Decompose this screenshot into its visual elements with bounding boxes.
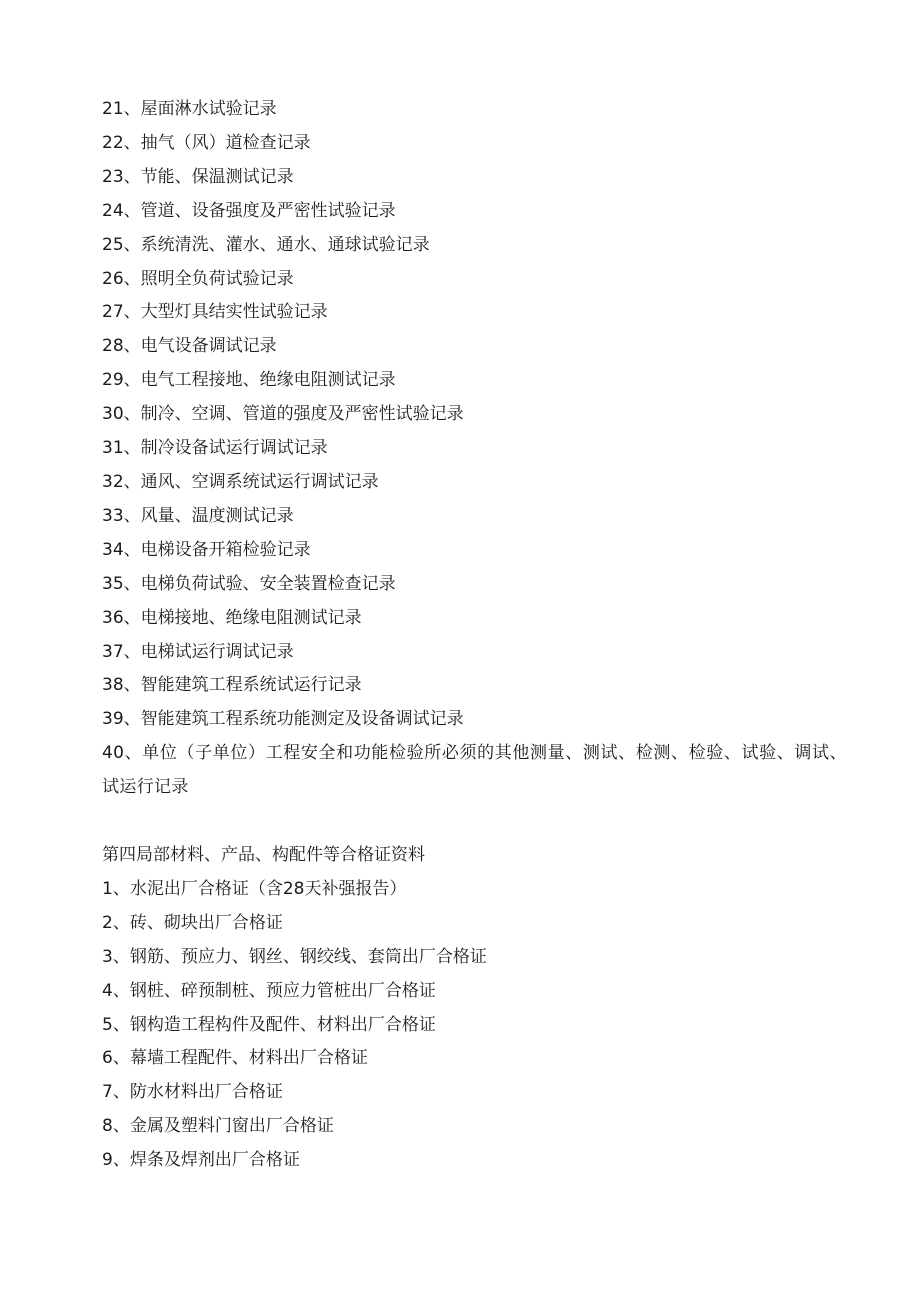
list-item: 24、管道、设备强度及严密性试验记录: [102, 200, 396, 221]
list-item: 6、幕墙工程配件、材料出厂合格证: [102, 1048, 368, 1069]
list-item: 7、防水材料出厂合格证: [102, 1082, 283, 1103]
records-list: [102, 93, 847, 805]
list-item: 2、砖、砌块出厂合格证: [102, 912, 283, 933]
list-item: 4、钢桩、碎预制桩、预应力管桩出厂合格证: [102, 980, 436, 1001]
list-item: 37、电梯试运行调试记录: [102, 641, 294, 662]
list-item: 30、制冷、空调、管道的强度及严密性试验记录: [102, 404, 464, 425]
list-item: 34、电梯设备开箱检验记录: [102, 539, 311, 560]
list-item: 31、制冷设备试运行调试记录: [102, 438, 328, 459]
section-materials-certificates: [102, 839, 847, 1178]
list-item: 27、大型灯具结实性试验记录: [102, 302, 328, 323]
list-item: 26、照明全负荷试验记录: [102, 268, 294, 289]
section-title: 第四局部材料、产品、构配件等合格证资料: [102, 845, 425, 865]
list-item: 9、焊条及焊剂出厂合格证: [102, 1150, 300, 1171]
list-item: 22、抽气（风）道检查记录: [102, 132, 311, 153]
list-item: 23、节能、保温测试记录: [102, 166, 294, 187]
list-item: 32、通风、空调系统试运行调试记录: [102, 471, 379, 492]
list-item: 29、电气工程接地、绝缘电阻测试记录: [102, 370, 396, 391]
list-item: 21、屋面淋水试验记录: [102, 99, 277, 119]
list-item: 1、水泥出厂合格证（含28天补强报告）: [102, 878, 407, 899]
certificates-list: [102, 873, 847, 1178]
list-item: 35、电梯负荷试验、安全装置检查记录: [102, 573, 396, 594]
list-item: 40、单位（子单位）工程安全和功能检验所必须的其他测量、测试、检测、检验、试验、调试、试运行记录: [102, 743, 847, 798]
list-item: 5、钢构造工程构件及配件、材料出厂合格证: [102, 1014, 436, 1035]
list-item: 3、钢筋、预应力、钢丝、钢绞线、套筒出厂合格证: [102, 946, 487, 967]
list-item: 28、电气设备调试记录: [102, 336, 277, 357]
list-item: 8、金属及塑料门窗出厂合格证: [102, 1116, 334, 1137]
list-item: 36、电梯接地、绝缘电阻测试记录: [102, 607, 362, 628]
list-item: 39、智能建筑工程系统功能测定及设备调试记录: [102, 709, 464, 730]
list-item: 33、风量、温度测试记录: [102, 505, 294, 526]
list-item: 38、智能建筑工程系统试运行记录: [102, 675, 362, 696]
list-item: 25、系统清洗、灌水、通水、通球试验记录: [102, 234, 430, 255]
